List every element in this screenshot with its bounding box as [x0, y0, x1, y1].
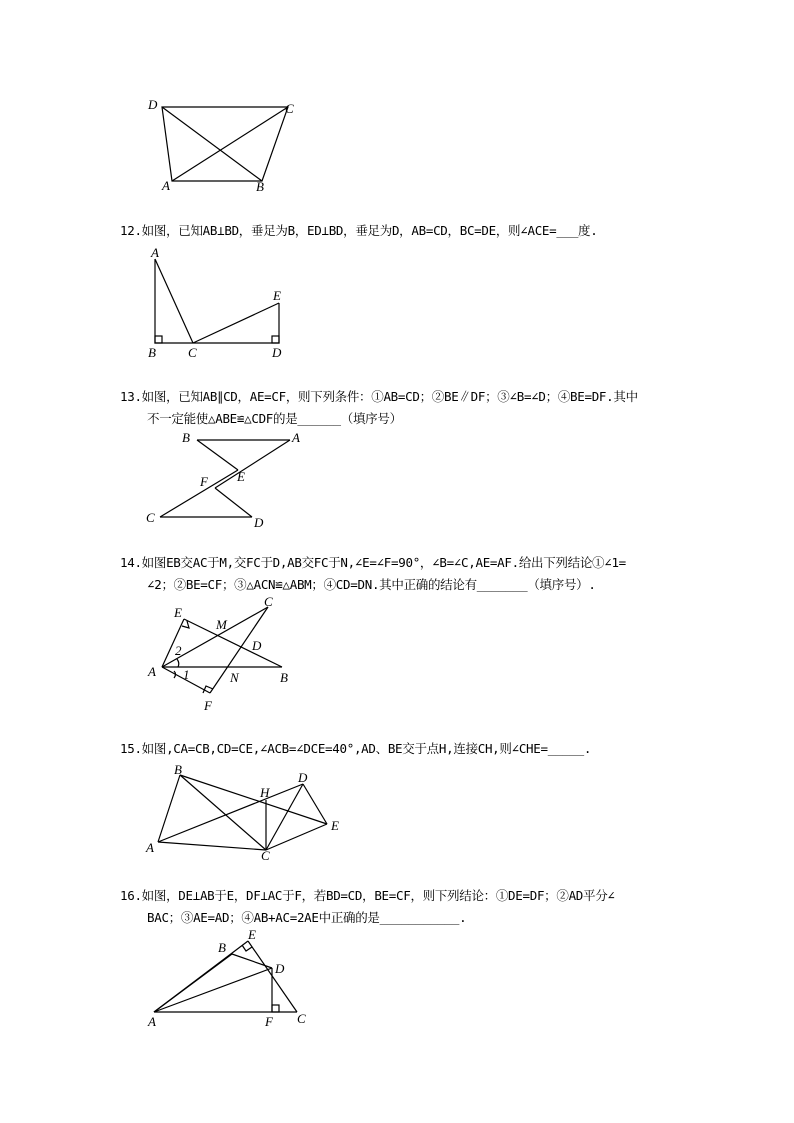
label-B: B [256, 179, 264, 194]
label-A: A [151, 245, 159, 260]
question-13 [120, 386, 638, 430]
question-14-line1: 14.如图EB交AC于M,交FC于D,AB交FC于N,∠E=∠F=90°，∠B=∠C,AE=AF.给出下列结论①∠1= [120, 555, 626, 570]
label-B: B [280, 670, 288, 685]
label-E: E [237, 469, 245, 484]
figure-q15 [140, 760, 350, 865]
figure-q14 [140, 595, 310, 715]
label-A: A [292, 430, 300, 445]
label-B: B [218, 940, 226, 955]
label-D: D [148, 97, 158, 112]
label-M: M [216, 617, 227, 632]
figure-q12 [140, 245, 300, 365]
label-D: D [298, 770, 308, 785]
label-C: C [146, 510, 155, 525]
label-N: N [230, 670, 239, 685]
label-D: D [252, 638, 262, 653]
label-H: H [260, 785, 270, 800]
label-B: B [182, 430, 190, 445]
label-C: C [264, 595, 273, 609]
question-16-line2: BAC；③AE=AD；④AB+AC=2AE中正确的是___________. [147, 910, 467, 925]
label-F: F [200, 474, 208, 489]
label-D: D [272, 345, 282, 360]
label-2: 2 [175, 643, 182, 658]
label-A: A [148, 1014, 156, 1029]
label-B: B [148, 345, 156, 360]
label-E: E [174, 605, 182, 620]
label-C: C [297, 1011, 306, 1026]
question-12 [120, 220, 597, 242]
question-12-text: 12.如图，已知AB⊥BD，垂足为B，ED⊥BD，垂足为D，AB=CD，BC=DE，则∠ACE=___度. [120, 223, 598, 238]
label-A: A [148, 664, 156, 679]
label-C: C [285, 101, 294, 116]
label-C: C [188, 345, 197, 360]
question-15-text: 15.如图,CA=CB,CD=CE,∠ACB=∠DCE=40°,AD、BE交于点H,连接CH,则∠CHE=_____. [120, 741, 592, 756]
question-13-line2: 不一定能使△ABE≌△CDF的是______（填序号） [147, 411, 402, 426]
label-E: E [331, 818, 339, 833]
figure-q11 [140, 95, 310, 195]
label-B: B [174, 762, 182, 777]
label-D: D [254, 515, 264, 530]
label-A: A [146, 840, 154, 855]
question-13-line1: 13.如图，已知AB∥CD，AE=CF，则下列条件：①AB=CD；②BE∥DF；③∠B=∠D；④BE=DF.其中 [120, 389, 638, 404]
figure-q16 [140, 928, 320, 1033]
label-D: D [275, 961, 285, 976]
question-14-line2: ∠2；②BE=CF；③△ACN≌△ABM；④CD=DN.其中正确的结论有_______（填序号）. [147, 577, 596, 592]
label-E: E [273, 288, 281, 303]
question-15 [120, 738, 591, 760]
question-16-line1: 16.如图，DE⊥AB于E，DF⊥AC于F，若BD=CD，BE=CF，则下列结论：①DE=DF；②AD平分∠ [120, 888, 615, 903]
figure-q13 [140, 428, 310, 533]
label-E: E [248, 928, 256, 942]
question-14 [120, 552, 626, 596]
label-C: C [261, 848, 270, 863]
label-F: F [204, 698, 212, 713]
label-1: 1 [183, 667, 190, 682]
question-16 [120, 885, 615, 929]
label-A: A [162, 178, 170, 193]
label-F: F [265, 1014, 273, 1029]
